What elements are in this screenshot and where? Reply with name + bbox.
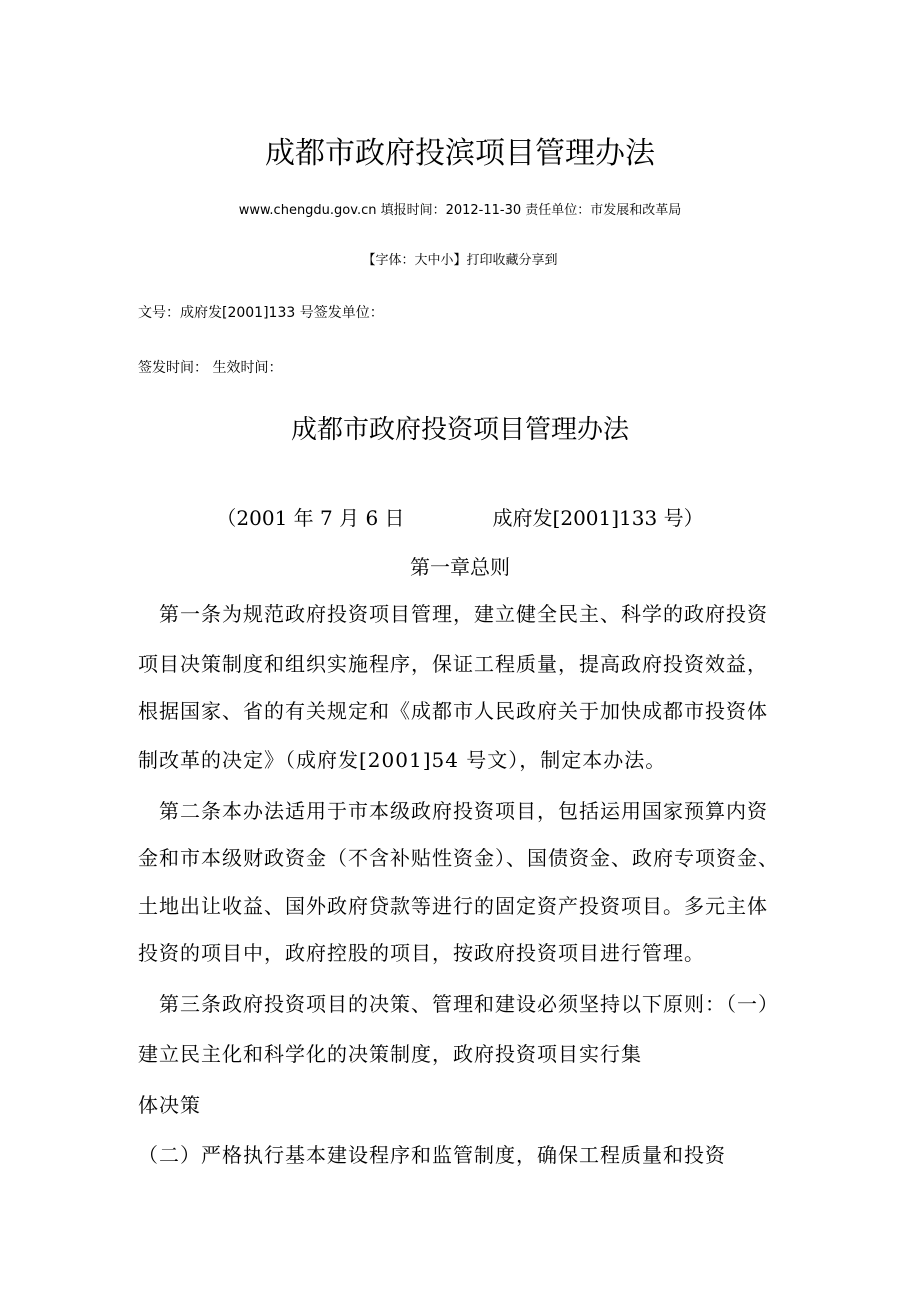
paragraph-line: 制改革的决定》（成府发[2001]54 号文），制定本办法。: [138, 748, 667, 772]
date-line: [0, 502, 920, 531]
paragraph-line: （二）严格执行基本建设程序和监管制度，确保工程质量和投资: [138, 1143, 726, 1167]
paragraph-line: 体决策: [138, 1093, 201, 1117]
chapter-heading: 第一章总则: [410, 555, 510, 579]
paragraph-line: 投资的项目中，政府控股的项目，按政府投资项目进行管理。: [138, 941, 705, 965]
paragraph-line: 第三条政府投资项目的决策、管理和建设必须坚持以下原则：（一）: [138, 992, 779, 1016]
document-number: 文号：成府发[2001]133 号签发单位：: [138, 305, 384, 321]
paragraph-line: 第二条本办法适用于市本级政府投资项目，包括运用国家预算内资: [138, 799, 768, 823]
document-reference: 成府发[2001]133 号）: [492, 506, 704, 530]
paragraph-line: 金和市本级财政资金（不含补贴性资金）、国债资金、政府专项资金、: [138, 846, 779, 870]
page-title: 成都市政府投滨项目管理办法: [265, 136, 655, 171]
paragraph-line: 第一条为规范政府投资项目管理，建立健全民主、科学的政府投资: [138, 602, 768, 626]
paragraph-line: 建立民主化和科学化的决策制度，政府投资项目实行集: [138, 1042, 642, 1066]
sign-time: 签发时间： 生效时间：: [138, 360, 283, 376]
paragraph-line: 项目决策制度和组织实施程序，保证工程质量，提高政府投资效益，: [138, 652, 768, 676]
paragraph-line: 根据国家、省的有关规定和《成都市人民政府关于加快成都市投资体: [138, 699, 768, 723]
paragraph-line: 土地出让收益、国外政府贷款等进行的固定资产投资项目。多元主体: [138, 894, 768, 918]
document-title: 成都市政府投资项目管理办法: [290, 415, 629, 445]
meta-line: www.chengdu.gov.cn 填报时间：2012-11-30 责任单位：市发展和改革局: [238, 203, 682, 218]
font-size-tools[interactable]: 【字体：大中小】打印收藏分享到: [362, 253, 558, 268]
issue-date: （2001 年 7 月 6 日: [216, 506, 405, 530]
